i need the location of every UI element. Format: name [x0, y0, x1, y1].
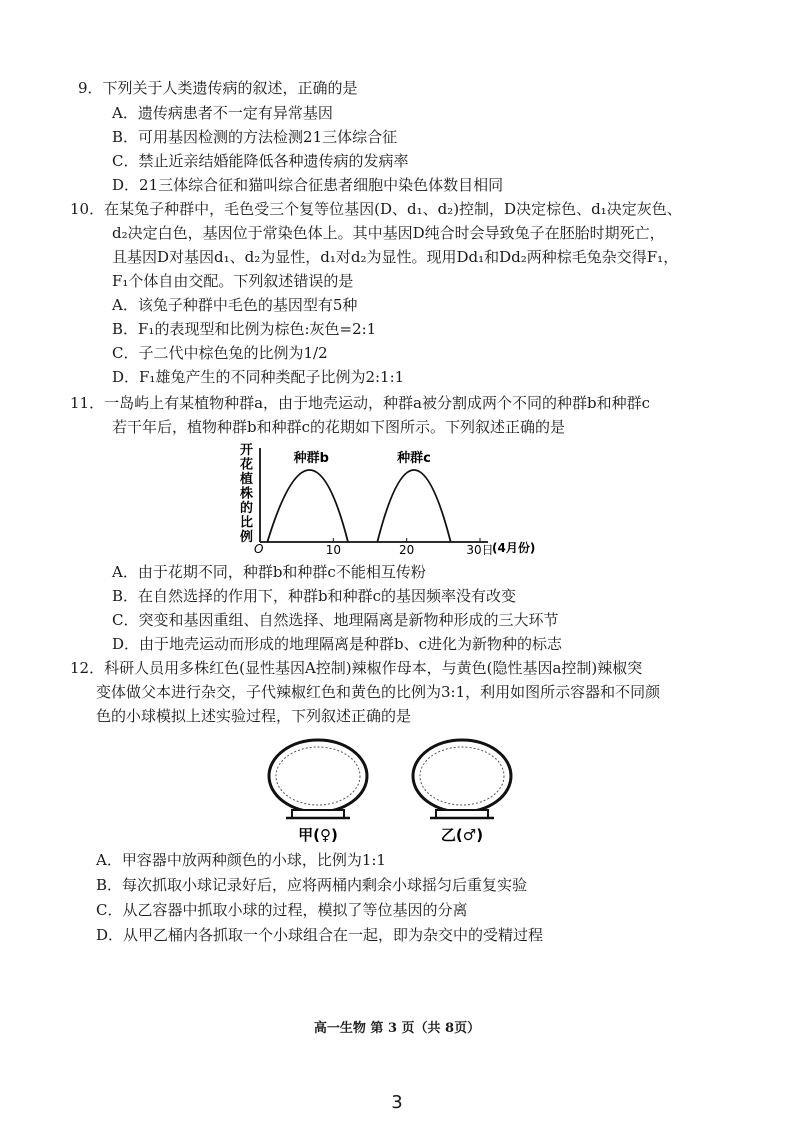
q10-option-b: B．F₁的表现型和比例为棕色:灰色=2:1	[112, 320, 377, 338]
container-jia-label: 甲(♀)	[298, 826, 338, 844]
q12-option-c: C．从乙容器中抓取小球的过程，模拟了等位基因的分离	[96, 901, 468, 919]
x-tick-label: 30日	[466, 543, 494, 557]
q9-option-d: D．21三体综合征和猫叫综合征患者细胞中染色体数目相同	[112, 176, 504, 194]
page-footer: 高一生物 第 3 页（共 8页）	[313, 1021, 481, 1036]
q10-stem-line3: 且基因D对基因d₁、d₂为显性，d₁对d₂为显性。现用Dd₁和Dd₂两种棕毛兔杂交得F₁，	[112, 248, 679, 266]
origin-label: O	[254, 542, 264, 556]
q10-stem-line4: F₁个体自由交配。下列叙述错误的是	[112, 272, 354, 290]
q9-option-b: B．可用基因检测的方法检测21三体综合征	[112, 128, 398, 146]
q11-option-a: A．由于花期不同，种群b和种群c不能相互传粉	[112, 563, 426, 581]
q12-option-b: B．每次抓取小球记录好后，应将两桶内剩余小球摇匀后重复实验	[96, 876, 528, 894]
q11-option-d: D．由于地壳运动而形成的地理隔离是种群b、c进化为新物种的标志	[112, 635, 563, 653]
container-jia	[269, 740, 367, 818]
q10-stem-line2: d₂决定白色，基因位于常染色体上。其中基因D纯合时会导致兔子在胚胎时期死亡，	[112, 224, 665, 242]
q9-stem: 9．下列关于人类遗传病的叙述，正确的是	[78, 79, 358, 97]
flowering-period-chart	[230, 440, 570, 560]
q12-stem-line1: 12．科研人员用多株红色(显性基因A控制)辣椒作母本，与黄色(隐性基因a控制)辣椒突	[70, 659, 643, 677]
q11-stem-line1: 11．一岛屿上有某植物种群a，由于地壳运动，种群a被分割成两个不同的种群b和种群c	[70, 394, 650, 412]
q10-option-a: A．该兔子种群中毛色的基因型有5种	[112, 296, 358, 314]
q12-option-d: D．从甲乙桶内各抓取一个小球组合在一起，即为杂交中的受精过程	[96, 926, 544, 944]
q10-stem-line1: 10．在某兔子种群中，毛色受三个复等位基因(D、d₁、d₂)控制，D决定棕色、d₁决定灰色、	[70, 200, 682, 218]
y-axis-label	[239, 442, 253, 545]
q10-option-d: D．F₁雄兔产生的不同种类配子比例为2:1:1	[112, 368, 405, 386]
container-yi-label: 乙(♂)	[440, 826, 484, 844]
container-yi	[413, 740, 511, 818]
q12-option-a: A．甲容器中放两种颜色的小球，比例为1:1	[96, 851, 386, 869]
series-label: 种群b	[293, 451, 329, 466]
x-tick-label: 20	[399, 543, 415, 557]
y-axis-label-text: 开花植株的比例	[240, 443, 254, 545]
x-tick-label: 10	[325, 543, 341, 557]
x-axis-unit-label: (4月份)	[492, 541, 536, 555]
series-label: 种群c	[397, 451, 431, 466]
q11-option-c: C．突变和基因重组、自然选择、地理隔离是新物种形成的三大环节	[112, 611, 559, 629]
q10-option-c: C．子二代中棕色兔的比例为1/2	[112, 344, 328, 362]
series-curve-c	[377, 470, 450, 542]
q11-option-b: B．在自然选择的作用下，种群b和种群c的基因频率没有改变	[112, 587, 517, 605]
q9-option-a: A．遗传病患者不一定有异常基因	[112, 104, 333, 122]
q11-stem-line2: 若干年后，植物种群b和种群c的花期如下图所示。下列叙述正确的是	[112, 418, 566, 436]
series-curve-b	[267, 470, 348, 542]
q9-option-c: C．禁止近亲结婚能降低各种遗传病的发病率	[112, 152, 409, 170]
q12-stem-line3: 色的小球模拟上述实验过程，下列叙述正确的是	[96, 707, 412, 725]
containers-figure	[262, 736, 532, 846]
q12-stem-line2: 变体做父本进行杂交，子代辣椒红色和黄色的比例为3:1，利用如图所示容器和不同颜	[96, 683, 661, 701]
page-number: 3	[391, 1092, 403, 1113]
